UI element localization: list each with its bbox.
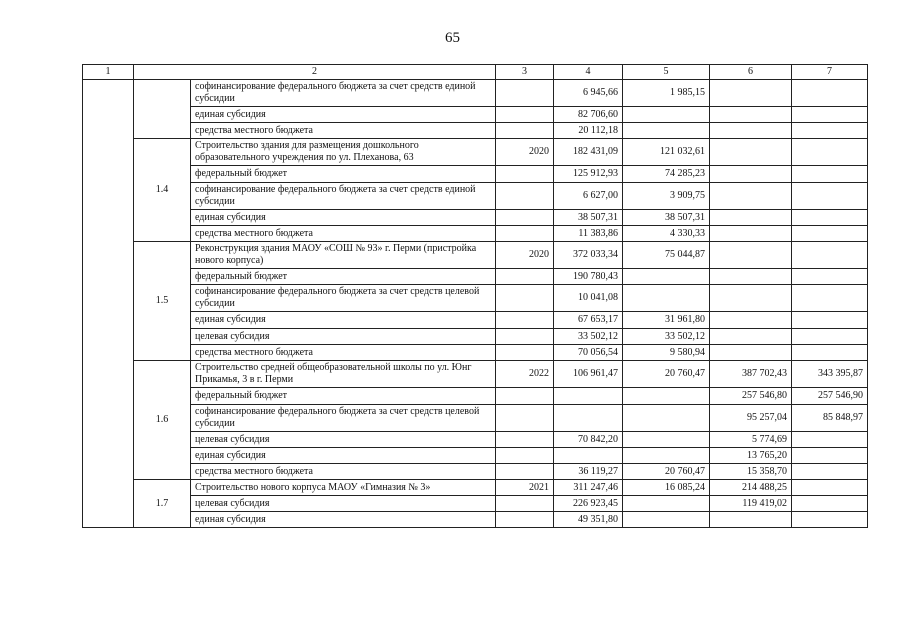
header-cell-5: 5 [623,65,710,80]
table-row [83,80,868,107]
row-description: единая субсидия [191,210,496,226]
table-row [83,345,868,361]
value-col-5 [623,496,710,512]
row-description: Реконструкция здания МАОУ «СОШ № 93» г. Перми (пристройка нового корпуса) [191,242,496,269]
value-col-4: 6 945,66 [554,80,623,107]
value-col-7 [792,210,868,226]
value-col-7 [792,226,868,242]
value-col-6 [710,210,792,226]
value-col-6 [710,345,792,361]
row-description: единая субсидия [191,512,496,528]
value-col-5: 16 085,24 [623,480,710,496]
value-col-4: 125 912,93 [554,166,623,183]
value-col-6: 95 257,04 [710,405,792,432]
value-col-7: 85 848,97 [792,405,868,432]
table-row [83,464,868,480]
value-col-6: 13 765,20 [710,448,792,464]
value-col-5: 9 580,94 [623,345,710,361]
value-col-5: 20 760,47 [623,464,710,480]
value-col-3 [496,388,554,405]
table-row [83,123,868,139]
value-col-6 [710,139,792,166]
value-col-5 [623,405,710,432]
row-description: федеральный бюджет [191,166,496,183]
value-col-6 [710,226,792,242]
value-col-5 [623,512,710,528]
value-col-5 [623,269,710,285]
value-col-5 [623,123,710,139]
value-col-3 [496,345,554,361]
value-col-3 [496,183,554,210]
header-row [83,65,868,80]
value-col-6: 5 774,69 [710,432,792,448]
table-row [83,312,868,329]
value-col-4: 49 351,80 [554,512,623,528]
value-col-4: 10 041,08 [554,285,623,312]
value-col-4: 106 961,47 [554,361,623,388]
item-code [134,80,191,139]
value-col-4: 82 706,60 [554,107,623,123]
value-col-4: 6 627,00 [554,183,623,210]
value-col-5: 121 032,61 [623,139,710,166]
row-description: софинансирование федерального бюджета за счет средств единой субсидии [191,80,496,107]
table-row [83,329,868,345]
table-row [83,166,868,183]
row-description: федеральный бюджет [191,388,496,405]
value-col-3 [496,210,554,226]
value-col-5 [623,107,710,123]
table-row [83,448,868,464]
value-col-5 [623,448,710,464]
header-cell-6: 6 [710,65,792,80]
value-col-6 [710,166,792,183]
value-col-4 [554,448,623,464]
value-col-3 [496,107,554,123]
value-col-5 [623,285,710,312]
value-col-4: 372 033,34 [554,242,623,269]
table-row [83,285,868,312]
value-col-6 [710,80,792,107]
value-col-6: 15 358,70 [710,464,792,480]
value-col-3 [496,405,554,432]
row-description: целевая субсидия [191,432,496,448]
value-col-3 [496,496,554,512]
table-row [83,432,868,448]
row-description: средства местного бюджета [191,226,496,242]
value-col-7: 257 546,90 [792,388,868,405]
value-col-3 [496,123,554,139]
table-row [83,388,868,405]
item-code: 1.7 [134,480,191,528]
row-description: целевая субсидия [191,496,496,512]
value-col-6 [710,312,792,329]
column-1-cell [83,80,134,528]
value-col-7 [792,448,868,464]
value-col-3: 2020 [496,139,554,166]
row-description: Строительство здания для размещения дошкольного образовательного учреждения по ул. Плеханова, 63 [191,139,496,166]
table-row [83,361,868,388]
value-col-3 [496,464,554,480]
value-col-7 [792,242,868,269]
value-col-3 [496,226,554,242]
value-col-4: 70 842,20 [554,432,623,448]
table-row [83,139,868,166]
value-col-5: 4 330,33 [623,226,710,242]
value-col-6 [710,285,792,312]
value-col-6 [710,269,792,285]
table-row [83,210,868,226]
value-col-4: 226 923,45 [554,496,623,512]
value-col-3 [496,166,554,183]
value-col-4: 67 653,17 [554,312,623,329]
value-col-7 [792,269,868,285]
value-col-6: 214 488,25 [710,480,792,496]
value-col-4 [554,388,623,405]
value-col-7 [792,107,868,123]
value-col-4 [554,405,623,432]
value-col-7 [792,312,868,329]
value-col-5: 3 909,75 [623,183,710,210]
value-col-6: 257 546,80 [710,388,792,405]
row-description: единая субсидия [191,312,496,329]
value-col-4: 33 502,12 [554,329,623,345]
value-col-5: 33 502,12 [623,329,710,345]
value-col-3 [496,432,554,448]
table-row [83,226,868,242]
value-col-7 [792,80,868,107]
table-row [83,269,868,285]
header-cell-7: 7 [792,65,868,80]
value-col-6 [710,123,792,139]
value-col-5: 20 760,47 [623,361,710,388]
value-col-7 [792,512,868,528]
value-col-5: 75 044,87 [623,242,710,269]
table-row [83,512,868,528]
row-description: Строительство нового корпуса МАОУ «Гимназия № 3» [191,480,496,496]
value-col-7 [792,139,868,166]
row-description: софинансирование федерального бюджета за счет средств единой субсидии [191,183,496,210]
budget-table [82,64,868,528]
value-col-7 [792,480,868,496]
row-description: средства местного бюджета [191,345,496,361]
value-col-5: 31 961,80 [623,312,710,329]
value-col-3 [496,285,554,312]
item-code: 1.4 [134,139,191,242]
value-col-5 [623,388,710,405]
table-row [83,242,868,269]
value-col-7 [792,432,868,448]
table-row [83,496,868,512]
value-col-3 [496,512,554,528]
value-col-4: 182 431,09 [554,139,623,166]
value-col-5: 1 985,15 [623,80,710,107]
value-col-7 [792,329,868,345]
header-cell-1: 1 [83,65,134,80]
value-col-5: 74 285,23 [623,166,710,183]
value-col-4: 20 112,18 [554,123,623,139]
value-col-3: 2020 [496,242,554,269]
value-col-3 [496,312,554,329]
value-col-4: 311 247,46 [554,480,623,496]
table-row [83,405,868,432]
value-col-6 [710,107,792,123]
value-col-7 [792,166,868,183]
value-col-4: 190 780,43 [554,269,623,285]
value-col-7 [792,496,868,512]
value-col-4: 38 507,31 [554,210,623,226]
item-code: 1.5 [134,242,191,361]
row-description: Строительство средней общеобразовательной школы по ул. Юнг Прикамья, 3 в г. Перми [191,361,496,388]
header-cell-2: 2 [134,65,496,80]
header-cell-3: 3 [496,65,554,80]
value-col-3 [496,80,554,107]
value-col-6 [710,329,792,345]
value-col-4: 11 383,86 [554,226,623,242]
row-description: софинансирование федерального бюджета за счет средств целевой субсидии [191,405,496,432]
table-row [83,480,868,496]
row-description: средства местного бюджета [191,123,496,139]
value-col-6 [710,183,792,210]
header-cell-4: 4 [554,65,623,80]
value-col-3 [496,329,554,345]
value-col-6 [710,512,792,528]
row-description: целевая субсидия [191,329,496,345]
row-description: единая субсидия [191,448,496,464]
value-col-6: 119 419,02 [710,496,792,512]
table-row [83,183,868,210]
value-col-5: 38 507,31 [623,210,710,226]
row-description: софинансирование федерального бюджета за счет средств целевой субсидии [191,285,496,312]
value-col-6 [710,242,792,269]
value-col-7 [792,464,868,480]
page-number: 65 [445,30,460,46]
value-col-7 [792,345,868,361]
value-col-3: 2021 [496,480,554,496]
value-col-7 [792,183,868,210]
row-description: единая субсидия [191,107,496,123]
row-description: федеральный бюджет [191,269,496,285]
value-col-7 [792,123,868,139]
value-col-6: 387 702,43 [710,361,792,388]
value-col-3: 2022 [496,361,554,388]
value-col-3 [496,269,554,285]
value-col-3 [496,448,554,464]
row-description: средства местного бюджета [191,464,496,480]
value-col-7: 343 395,87 [792,361,868,388]
item-code: 1.6 [134,361,191,480]
value-col-7 [792,285,868,312]
value-col-4: 70 056,54 [554,345,623,361]
value-col-4: 36 119,27 [554,464,623,480]
value-col-5 [623,432,710,448]
table-row [83,107,868,123]
